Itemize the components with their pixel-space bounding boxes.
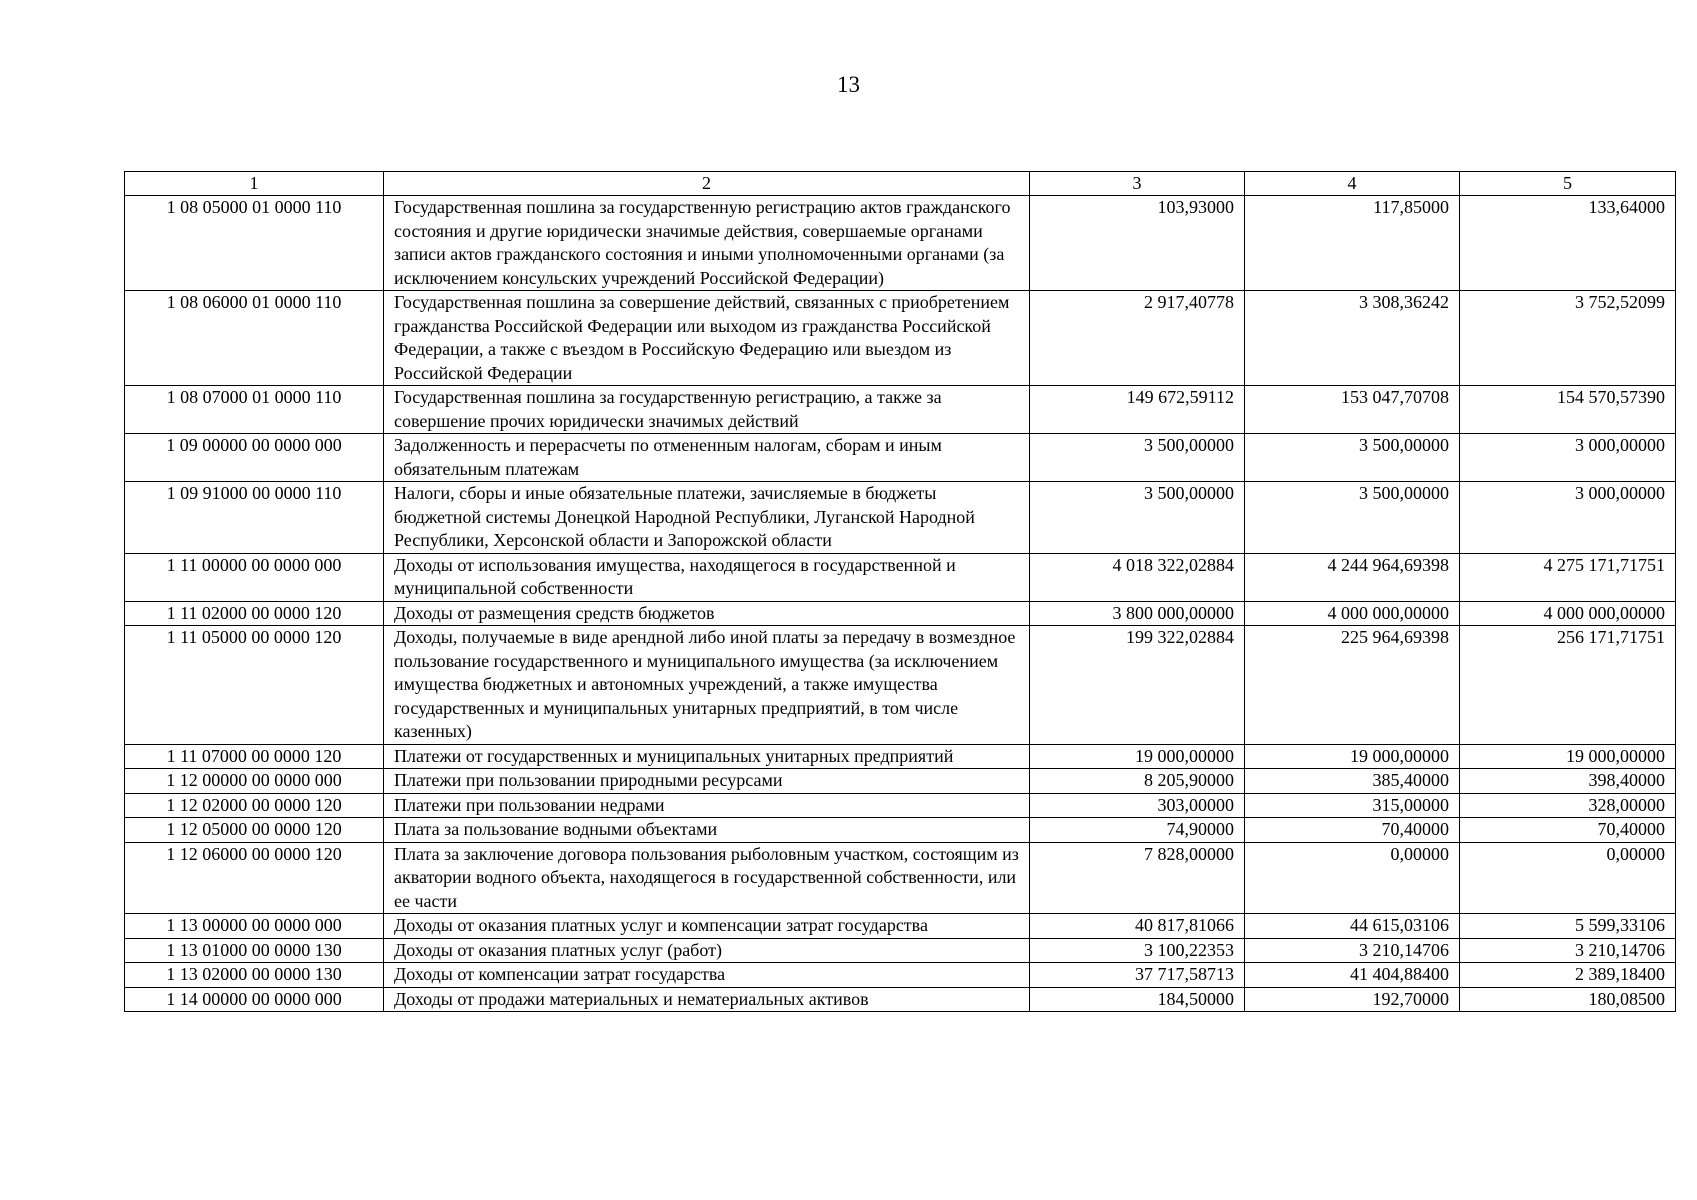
- description-cell: Доходы от оказания платных услуг и компенсации затрат государства: [384, 914, 1030, 939]
- budget-code-cell: 1 11 07000 00 0000 120: [125, 744, 384, 769]
- budget-code-cell: 1 12 06000 00 0000 120: [125, 842, 384, 914]
- value-col3-cell: 74,90000: [1030, 818, 1245, 843]
- value-col4-cell: 315,00000: [1245, 793, 1460, 818]
- description-cell: Государственная пошлина за государственную регистрацию актов гражданского состояния и другие юридически значимые действия, совершаемые органами записи актов гражданского состояния и иными уполномоченными органами (за исключением консульских учреждений Российской Федерации): [384, 196, 1030, 291]
- budget-code-cell: 1 09 91000 00 0000 110: [125, 482, 384, 554]
- description-cell: Государственная пошлина за совершение действий, связанных с приобретением гражданства Российской Федерации или выходом из гражданства Российской Федерации, а также с въездом в Российскую Федерацию или выездом из Российской Федерации: [384, 291, 1030, 386]
- value-col5-cell: 256 171,71751: [1460, 626, 1676, 745]
- budget-code-cell: 1 08 07000 01 0000 110: [125, 386, 384, 434]
- value-col3-cell: 3 500,00000: [1030, 482, 1245, 554]
- value-col5-cell: 4 275 171,71751: [1460, 553, 1676, 601]
- value-col3-cell: 40 817,81066: [1030, 914, 1245, 939]
- table-row: [125, 434, 1676, 482]
- value-col5-cell: 3 000,00000: [1460, 482, 1676, 554]
- description-cell: Доходы, получаемые в виде арендной либо иной платы за передачу в возмездное пользование государственного и муниципального имущества (за исключением имущества бюджетных и автономных учреждений, а также имущества государственных и муниципальных унитарных предприятий, в том числе казенных): [384, 626, 1030, 745]
- value-col3-cell: 149 672,59112: [1030, 386, 1245, 434]
- table-row: [125, 769, 1676, 794]
- value-col3-cell: 7 828,00000: [1030, 842, 1245, 914]
- value-col4-cell: 117,85000: [1245, 196, 1460, 291]
- value-col5-cell: 70,40000: [1460, 818, 1676, 843]
- column-header-5: 5: [1460, 172, 1676, 196]
- value-col5-cell: 3 210,14706: [1460, 938, 1676, 963]
- budget-code-cell: 1 12 02000 00 0000 120: [125, 793, 384, 818]
- column-header-4: 4: [1245, 172, 1460, 196]
- value-col4-cell: 3 500,00000: [1245, 434, 1460, 482]
- description-cell: Доходы от компенсации затрат государства: [384, 963, 1030, 988]
- value-col4-cell: 153 047,70708: [1245, 386, 1460, 434]
- value-col3-cell: 3 800 000,00000: [1030, 601, 1245, 626]
- value-col4-cell: 3 308,36242: [1245, 291, 1460, 386]
- table-row: [125, 601, 1676, 626]
- value-col5-cell: 133,64000: [1460, 196, 1676, 291]
- budget-code-cell: 1 11 00000 00 0000 000: [125, 553, 384, 601]
- table-row: [125, 553, 1676, 601]
- value-col3-cell: 103,93000: [1030, 196, 1245, 291]
- value-col4-cell: 41 404,88400: [1245, 963, 1460, 988]
- value-col4-cell: 0,00000: [1245, 842, 1460, 914]
- budget-code-cell: 1 13 02000 00 0000 130: [125, 963, 384, 988]
- description-cell: Налоги, сборы и иные обязательные платежи, зачисляемые в бюджеты бюджетной системы Донецкой Народной Республики, Луганской Народной Республики, Херсонской области и Запорожской области: [384, 482, 1030, 554]
- value-col3-cell: 37 717,58713: [1030, 963, 1245, 988]
- description-cell: Государственная пошлина за государственную регистрацию, а также за совершение прочих юридически значимых действий: [384, 386, 1030, 434]
- budget-code-cell: 1 13 00000 00 0000 000: [125, 914, 384, 939]
- description-cell: Доходы от использования имущества, находящегося в государственной и муниципальной собственности: [384, 553, 1030, 601]
- value-col5-cell: 3 752,52099: [1460, 291, 1676, 386]
- value-col5-cell: 328,00000: [1460, 793, 1676, 818]
- table-row: [125, 842, 1676, 914]
- column-header-3: 3: [1030, 172, 1245, 196]
- column-header-1: 1: [125, 172, 384, 196]
- value-col3-cell: 3 100,22353: [1030, 938, 1245, 963]
- table-row: [125, 386, 1676, 434]
- value-col5-cell: 5 599,33106: [1460, 914, 1676, 939]
- budget-code-cell: 1 12 00000 00 0000 000: [125, 769, 384, 794]
- description-cell: Плата за пользование водными объектами: [384, 818, 1030, 843]
- value-col4-cell: 192,70000: [1245, 987, 1460, 1012]
- value-col4-cell: 4 000 000,00000: [1245, 601, 1460, 626]
- header-row: [125, 172, 1676, 196]
- value-col3-cell: 303,00000: [1030, 793, 1245, 818]
- value-col3-cell: 3 500,00000: [1030, 434, 1245, 482]
- value-col4-cell: 3 210,14706: [1245, 938, 1460, 963]
- value-col4-cell: 44 615,03106: [1245, 914, 1460, 939]
- table-row: [125, 196, 1676, 291]
- value-col5-cell: 3 000,00000: [1460, 434, 1676, 482]
- budget-code-cell: 1 11 05000 00 0000 120: [125, 626, 384, 745]
- description-cell: Доходы от продажи материальных и нематериальных активов: [384, 987, 1030, 1012]
- budget-revenue-table: [124, 171, 1676, 1012]
- table-row: [125, 482, 1676, 554]
- budget-code-cell: 1 08 05000 01 0000 110: [125, 196, 384, 291]
- value-col4-cell: 19 000,00000: [1245, 744, 1460, 769]
- value-col3-cell: 2 917,40778: [1030, 291, 1245, 386]
- value-col5-cell: 19 000,00000: [1460, 744, 1676, 769]
- table-row: [125, 987, 1676, 1012]
- page-number: 13: [837, 72, 860, 97]
- description-cell: Платежи от государственных и муниципальных унитарных предприятий: [384, 744, 1030, 769]
- table-body: [125, 196, 1676, 1012]
- budget-code-cell: 1 09 00000 00 0000 000: [125, 434, 384, 482]
- value-col4-cell: 4 244 964,69398: [1245, 553, 1460, 601]
- value-col4-cell: 3 500,00000: [1245, 482, 1460, 554]
- table-row: [125, 938, 1676, 963]
- table-row: [125, 818, 1676, 843]
- description-cell: Доходы от размещения средств бюджетов: [384, 601, 1030, 626]
- value-col4-cell: 70,40000: [1245, 818, 1460, 843]
- table-row: [125, 963, 1676, 988]
- description-cell: Платежи при пользовании природными ресурсами: [384, 769, 1030, 794]
- table-row: [125, 291, 1676, 386]
- value-col4-cell: 385,40000: [1245, 769, 1460, 794]
- column-header-2: 2: [384, 172, 1030, 196]
- budget-code-cell: 1 14 00000 00 0000 000: [125, 987, 384, 1012]
- value-col3-cell: 199 322,02884: [1030, 626, 1245, 745]
- budget-code-cell: 1 13 01000 00 0000 130: [125, 938, 384, 963]
- table-row: [125, 626, 1676, 745]
- table-row: [125, 793, 1676, 818]
- budget-code-cell: 1 08 06000 01 0000 110: [125, 291, 384, 386]
- table-row: [125, 744, 1676, 769]
- value-col5-cell: 2 389,18400: [1460, 963, 1676, 988]
- description-cell: Платежи при пользовании недрами: [384, 793, 1030, 818]
- description-cell: Доходы от оказания платных услуг (работ): [384, 938, 1030, 963]
- value-col5-cell: 0,00000: [1460, 842, 1676, 914]
- value-col3-cell: 4 018 322,02884: [1030, 553, 1245, 601]
- description-cell: Плата за заключение договора пользования рыболовным участком, состоящим из акватории водного объекта, находящегося в государственной собственности, или ее части: [384, 842, 1030, 914]
- value-col5-cell: 154 570,57390: [1460, 386, 1676, 434]
- value-col5-cell: 398,40000: [1460, 769, 1676, 794]
- budget-code-cell: 1 12 05000 00 0000 120: [125, 818, 384, 843]
- value-col5-cell: 4 000 000,00000: [1460, 601, 1676, 626]
- value-col3-cell: 19 000,00000: [1030, 744, 1245, 769]
- value-col4-cell: 225 964,69398: [1245, 626, 1460, 745]
- description-cell: Задолженность и перерасчеты по отмененным налогам, сборам и иным обязательным платежам: [384, 434, 1030, 482]
- budget-code-cell: 1 11 02000 00 0000 120: [125, 601, 384, 626]
- value-col3-cell: 8 205,90000: [1030, 769, 1245, 794]
- value-col5-cell: 180,08500: [1460, 987, 1676, 1012]
- table-row: [125, 914, 1676, 939]
- value-col3-cell: 184,50000: [1030, 987, 1245, 1012]
